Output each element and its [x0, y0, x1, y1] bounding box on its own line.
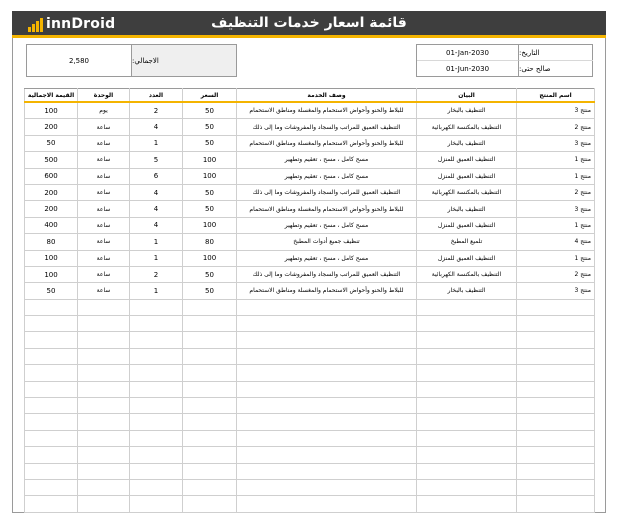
table-row[interactable] — [25, 234, 595, 250]
product-cell[interactable]: منتج 1 — [517, 217, 595, 233]
description-cell[interactable]: مسح كامل ، مسح ، تعقيم وتطهير — [237, 250, 417, 266]
empty-table-row[interactable] — [25, 365, 595, 381]
product-cell[interactable]: منتج 1 — [517, 152, 595, 168]
date-label: التاريخ: — [519, 48, 540, 57]
empty-cell[interactable] — [183, 430, 237, 446]
empty-cell[interactable] — [130, 414, 183, 430]
empty-cell[interactable] — [417, 463, 517, 479]
unit-cell[interactable]: يوم — [78, 102, 130, 119]
empty-cell[interactable] — [78, 299, 130, 315]
empty-table-row[interactable] — [25, 430, 595, 446]
empty-cell[interactable] — [183, 348, 237, 364]
empty-cell[interactable] — [183, 447, 237, 463]
description-cell[interactable]: مسح كامل ، مسح ، تعقيم وتطهير — [237, 217, 417, 233]
total-cell[interactable]: 200 — [25, 201, 78, 217]
date-info-box — [416, 44, 593, 77]
empty-cell[interactable] — [517, 299, 595, 315]
empty-cell[interactable] — [237, 332, 417, 348]
count-cell[interactable]: 1 — [130, 234, 183, 250]
empty-cell[interactable] — [417, 316, 517, 332]
price-cell[interactable]: 50 — [183, 283, 237, 299]
statement-cell[interactable]: التنظيف العميق للمنزل — [417, 217, 517, 233]
empty-cell[interactable] — [517, 496, 595, 512]
unit-cell[interactable]: ساعة — [78, 217, 130, 233]
empty-cell[interactable] — [183, 299, 237, 315]
empty-cell[interactable] — [517, 430, 595, 446]
product-cell[interactable]: منتج 1 — [517, 168, 595, 184]
empty-cell[interactable] — [130, 316, 183, 332]
unit-cell[interactable]: ساعة — [78, 119, 130, 135]
empty-cell[interactable] — [417, 398, 517, 414]
statement-cell[interactable]: التنظيف بالمكنسة الكهربائية — [417, 119, 517, 135]
statement-cell[interactable]: تلميع المطبخ — [417, 234, 517, 250]
table-row[interactable] — [25, 152, 595, 168]
empty-cell[interactable] — [237, 348, 417, 364]
total-cell[interactable]: 100 — [25, 102, 78, 119]
description-cell[interactable]: للبلاط والحنو وأحواض الاستحمام والمغسلة ومناطق الاستحمام — [237, 283, 417, 299]
empty-cell[interactable] — [78, 447, 130, 463]
table-row[interactable] — [25, 119, 595, 135]
valid-until-label: صالح حتى: — [519, 65, 551, 73]
empty-cell[interactable] — [130, 398, 183, 414]
product-cell[interactable]: منتج 1 — [517, 250, 595, 266]
statement-cell[interactable]: التنظيف العميق للمنزل — [417, 152, 517, 168]
empty-table-row[interactable] — [25, 496, 595, 512]
total-value: 2,580 — [68, 56, 90, 65]
empty-cell[interactable] — [78, 348, 130, 364]
statement-cell[interactable]: التنظيف بالبخار — [417, 201, 517, 217]
page-title: قائمة اسعار خدمات التنظيف — [211, 15, 407, 31]
statement-cell[interactable]: التنظيف العميق للمنزل — [417, 168, 517, 184]
empty-cell[interactable] — [25, 430, 78, 446]
price-cell[interactable]: 50 — [183, 266, 237, 282]
description-cell[interactable]: التنظيف العميق للمراتب والسجاد والمفروشات وما إلى ذلك — [237, 266, 417, 282]
empty-cell[interactable] — [237, 398, 417, 414]
product-cell[interactable]: منتج 3 — [517, 102, 595, 119]
col-header-product: اسم المنتج — [517, 89, 595, 103]
count-cell[interactable]: 4 — [130, 217, 183, 233]
empty-cell[interactable] — [183, 381, 237, 397]
col-header-statement: البيان — [417, 89, 517, 103]
description-cell[interactable]: للبلاط والحنو وأحواض الاستحمام والمغسلة ومناطق الاستحمام — [237, 201, 417, 217]
empty-cell[interactable] — [78, 381, 130, 397]
empty-cell[interactable] — [25, 365, 78, 381]
empty-cell[interactable] — [183, 479, 237, 495]
empty-table-row[interactable] — [25, 447, 595, 463]
empty-cell[interactable] — [130, 496, 183, 512]
count-cell[interactable]: 2 — [130, 102, 183, 119]
statement-cell[interactable]: التنظيف بالبخار — [417, 135, 517, 151]
price-cell[interactable]: 100 — [183, 152, 237, 168]
empty-cell[interactable] — [78, 463, 130, 479]
empty-table-row[interactable] — [25, 381, 595, 397]
empty-cell[interactable] — [130, 299, 183, 315]
empty-cell[interactable] — [130, 430, 183, 446]
unit-cell[interactable]: ساعة — [78, 234, 130, 250]
empty-cell[interactable] — [25, 398, 78, 414]
statement-cell[interactable]: التنظيف بالبخار — [417, 283, 517, 299]
count-cell[interactable]: 4 — [130, 184, 183, 200]
empty-cell[interactable] — [25, 332, 78, 348]
empty-cell[interactable] — [237, 381, 417, 397]
count-cell[interactable]: 5 — [130, 152, 183, 168]
total-cell[interactable]: 80 — [25, 234, 78, 250]
empty-cell[interactable] — [25, 381, 78, 397]
price-table — [24, 88, 595, 513]
empty-cell[interactable] — [183, 365, 237, 381]
empty-cell[interactable] — [517, 447, 595, 463]
empty-cell[interactable] — [517, 348, 595, 364]
empty-cell[interactable] — [183, 414, 237, 430]
count-cell[interactable]: 2 — [130, 266, 183, 282]
price-cell[interactable]: 100 — [183, 168, 237, 184]
empty-cell[interactable] — [78, 332, 130, 348]
count-cell[interactable]: 1 — [130, 250, 183, 266]
empty-table-row[interactable] — [25, 299, 595, 315]
empty-cell[interactable] — [517, 463, 595, 479]
empty-table-row[interactable] — [25, 479, 595, 495]
table-header-row — [25, 89, 595, 103]
total-cell[interactable]: 500 — [25, 152, 78, 168]
empty-cell[interactable] — [78, 479, 130, 495]
empty-cell[interactable] — [237, 414, 417, 430]
col-header-unit: الوحدة — [78, 89, 130, 103]
empty-cell[interactable] — [183, 332, 237, 348]
statement-cell[interactable]: التنظيف بالمكنسة الكهربائية — [417, 184, 517, 200]
unit-cell[interactable]: ساعة — [78, 250, 130, 266]
empty-cell[interactable] — [130, 348, 183, 364]
statement-cell[interactable]: التنظيف بالبخار — [417, 102, 517, 119]
product-cell[interactable]: منتج 2 — [517, 184, 595, 200]
unit-cell[interactable]: ساعة — [78, 266, 130, 282]
empty-table-row[interactable] — [25, 348, 595, 364]
empty-cell[interactable] — [517, 398, 595, 414]
empty-cell[interactable] — [78, 365, 130, 381]
description-cell[interactable]: تنظيف جميع أدوات المطبخ — [237, 234, 417, 250]
empty-cell[interactable] — [130, 447, 183, 463]
description-cell[interactable]: مسح كامل ، مسح ، تعقيم وتطهير — [237, 168, 417, 184]
empty-cell[interactable] — [417, 381, 517, 397]
price-cell[interactable]: 50 — [183, 135, 237, 151]
empty-cell[interactable] — [417, 348, 517, 364]
empty-cell[interactable] — [130, 365, 183, 381]
total-cell[interactable]: 200 — [25, 184, 78, 200]
empty-cell[interactable] — [237, 479, 417, 495]
total-cell[interactable]: 600 — [25, 168, 78, 184]
unit-cell[interactable]: ساعة — [78, 168, 130, 184]
total-label: الاجمالي: — [132, 56, 159, 65]
count-cell[interactable]: 4 — [130, 119, 183, 135]
count-cell[interactable]: 1 — [130, 135, 183, 151]
empty-cell[interactable] — [417, 365, 517, 381]
empty-cell[interactable] — [417, 496, 517, 512]
statement-cell[interactable]: التنظيف العميق للمنزل — [417, 250, 517, 266]
empty-cell[interactable] — [183, 496, 237, 512]
empty-cell[interactable] — [78, 398, 130, 414]
header-bar — [12, 11, 606, 38]
col-header-price: السعر — [183, 89, 237, 103]
unit-cell[interactable]: ساعة — [78, 184, 130, 200]
empty-table-row[interactable] — [25, 332, 595, 348]
empty-cell[interactable] — [417, 479, 517, 495]
empty-table-row[interactable] — [25, 414, 595, 430]
empty-cell[interactable] — [78, 496, 130, 512]
empty-cell[interactable] — [417, 414, 517, 430]
empty-cell[interactable] — [25, 299, 78, 315]
empty-cell[interactable] — [183, 463, 237, 479]
col-header-description: وصف الخدمة — [237, 89, 417, 103]
unit-cell[interactable]: ساعة — [78, 283, 130, 299]
product-cell[interactable]: منتج 3 — [517, 135, 595, 151]
empty-cell[interactable] — [237, 447, 417, 463]
empty-table-row[interactable] — [25, 316, 595, 332]
empty-cell[interactable] — [517, 365, 595, 381]
empty-cell[interactable] — [25, 316, 78, 332]
statement-cell[interactable]: التنظيف بالمكنسة الكهربائية — [417, 266, 517, 282]
col-header-total: القيمة الاجمالية — [25, 89, 78, 103]
empty-cell[interactable] — [237, 496, 417, 512]
unit-cell[interactable]: ساعة — [78, 152, 130, 168]
description-cell[interactable]: للبلاط والحنو وأحواض الاستحمام والمغسلة ومناطق الاستحمام — [237, 102, 417, 119]
empty-cell[interactable] — [78, 430, 130, 446]
product-cell[interactable]: منتج 3 — [517, 283, 595, 299]
table-row[interactable] — [25, 266, 595, 282]
product-cell[interactable]: منتج 4 — [517, 234, 595, 250]
total-cell[interactable]: 400 — [25, 217, 78, 233]
description-cell[interactable]: مسح كامل ، مسح ، تعقيم وتطهير — [237, 152, 417, 168]
total-info-box — [26, 44, 237, 77]
price-cell[interactable]: 100 — [183, 250, 237, 266]
empty-cell[interactable] — [183, 398, 237, 414]
price-cell[interactable]: 50 — [183, 119, 237, 135]
empty-cell[interactable] — [517, 479, 595, 495]
empty-cell[interactable] — [517, 332, 595, 348]
empty-cell[interactable] — [517, 316, 595, 332]
col-header-count: العدد — [130, 89, 183, 103]
description-cell[interactable]: التنظيف العميق للمراتب والسجاد والمفروشات وما إلى ذلك — [237, 184, 417, 200]
empty-cell[interactable] — [517, 414, 595, 430]
table-row[interactable] — [25, 102, 595, 119]
count-cell[interactable]: 6 — [130, 168, 183, 184]
total-cell[interactable]: 100 — [25, 250, 78, 266]
product-cell[interactable]: منتج 2 — [517, 119, 595, 135]
total-cell[interactable]: 50 — [25, 135, 78, 151]
empty-table-row[interactable] — [25, 398, 595, 414]
table-row[interactable] — [25, 250, 595, 266]
valid-until-value[interactable]: 01-Jun-2030 — [445, 65, 490, 73]
empty-cell[interactable] — [237, 463, 417, 479]
total-cell[interactable]: 100 — [25, 266, 78, 282]
unit-cell[interactable]: ساعة — [78, 135, 130, 151]
empty-cell[interactable] — [78, 316, 130, 332]
price-cell[interactable]: 100 — [183, 217, 237, 233]
empty-cell[interactable] — [25, 496, 78, 512]
empty-cell[interactable] — [78, 414, 130, 430]
price-cell[interactable]: 50 — [183, 102, 237, 119]
table-row[interactable] — [25, 135, 595, 151]
empty-cell[interactable] — [25, 447, 78, 463]
empty-cell[interactable] — [237, 299, 417, 315]
empty-cell[interactable] — [237, 430, 417, 446]
description-cell[interactable]: التنظيف العميق للمراتب والسجاد والمفروشات وما إلى ذلك — [237, 119, 417, 135]
date-value[interactable]: 01-Jan-2030 — [446, 48, 489, 57]
table-row[interactable] — [25, 168, 595, 184]
empty-cell[interactable] — [25, 414, 78, 430]
empty-cell[interactable] — [25, 463, 78, 479]
count-cell[interactable]: 4 — [130, 201, 183, 217]
empty-cell[interactable] — [237, 365, 417, 381]
logo-text: innDroid — [46, 16, 116, 32]
table-row[interactable] — [25, 201, 595, 217]
price-cell[interactable]: 50 — [183, 184, 237, 200]
count-cell[interactable]: 1 — [130, 283, 183, 299]
empty-cell[interactable] — [417, 430, 517, 446]
empty-cell[interactable] — [130, 332, 183, 348]
empty-cell[interactable] — [25, 479, 78, 495]
price-cell[interactable]: 80 — [183, 234, 237, 250]
empty-table-row[interactable] — [25, 463, 595, 479]
empty-cell[interactable] — [237, 316, 417, 332]
empty-cell[interactable] — [517, 381, 595, 397]
total-cell[interactable]: 200 — [25, 119, 78, 135]
description-cell[interactable]: للبلاط والحنو وأحواض الاستحمام والمغسلة ومناطق الاستحمام — [237, 135, 417, 151]
empty-cell[interactable] — [417, 332, 517, 348]
product-cell[interactable]: منتج 2 — [517, 266, 595, 282]
total-cell[interactable]: 50 — [25, 283, 78, 299]
product-cell[interactable]: منتج 3 — [517, 201, 595, 217]
table-row[interactable] — [25, 217, 595, 233]
empty-cell[interactable] — [25, 348, 78, 364]
empty-cell[interactable] — [183, 316, 237, 332]
empty-cell[interactable] — [130, 479, 183, 495]
empty-cell[interactable] — [130, 381, 183, 397]
empty-cell[interactable] — [417, 447, 517, 463]
empty-cell[interactable] — [130, 463, 183, 479]
table-row[interactable] — [25, 184, 595, 200]
empty-cell[interactable] — [417, 299, 517, 315]
price-cell[interactable]: 50 — [183, 201, 237, 217]
unit-cell[interactable]: ساعة — [78, 201, 130, 217]
table-row[interactable] — [25, 283, 595, 299]
